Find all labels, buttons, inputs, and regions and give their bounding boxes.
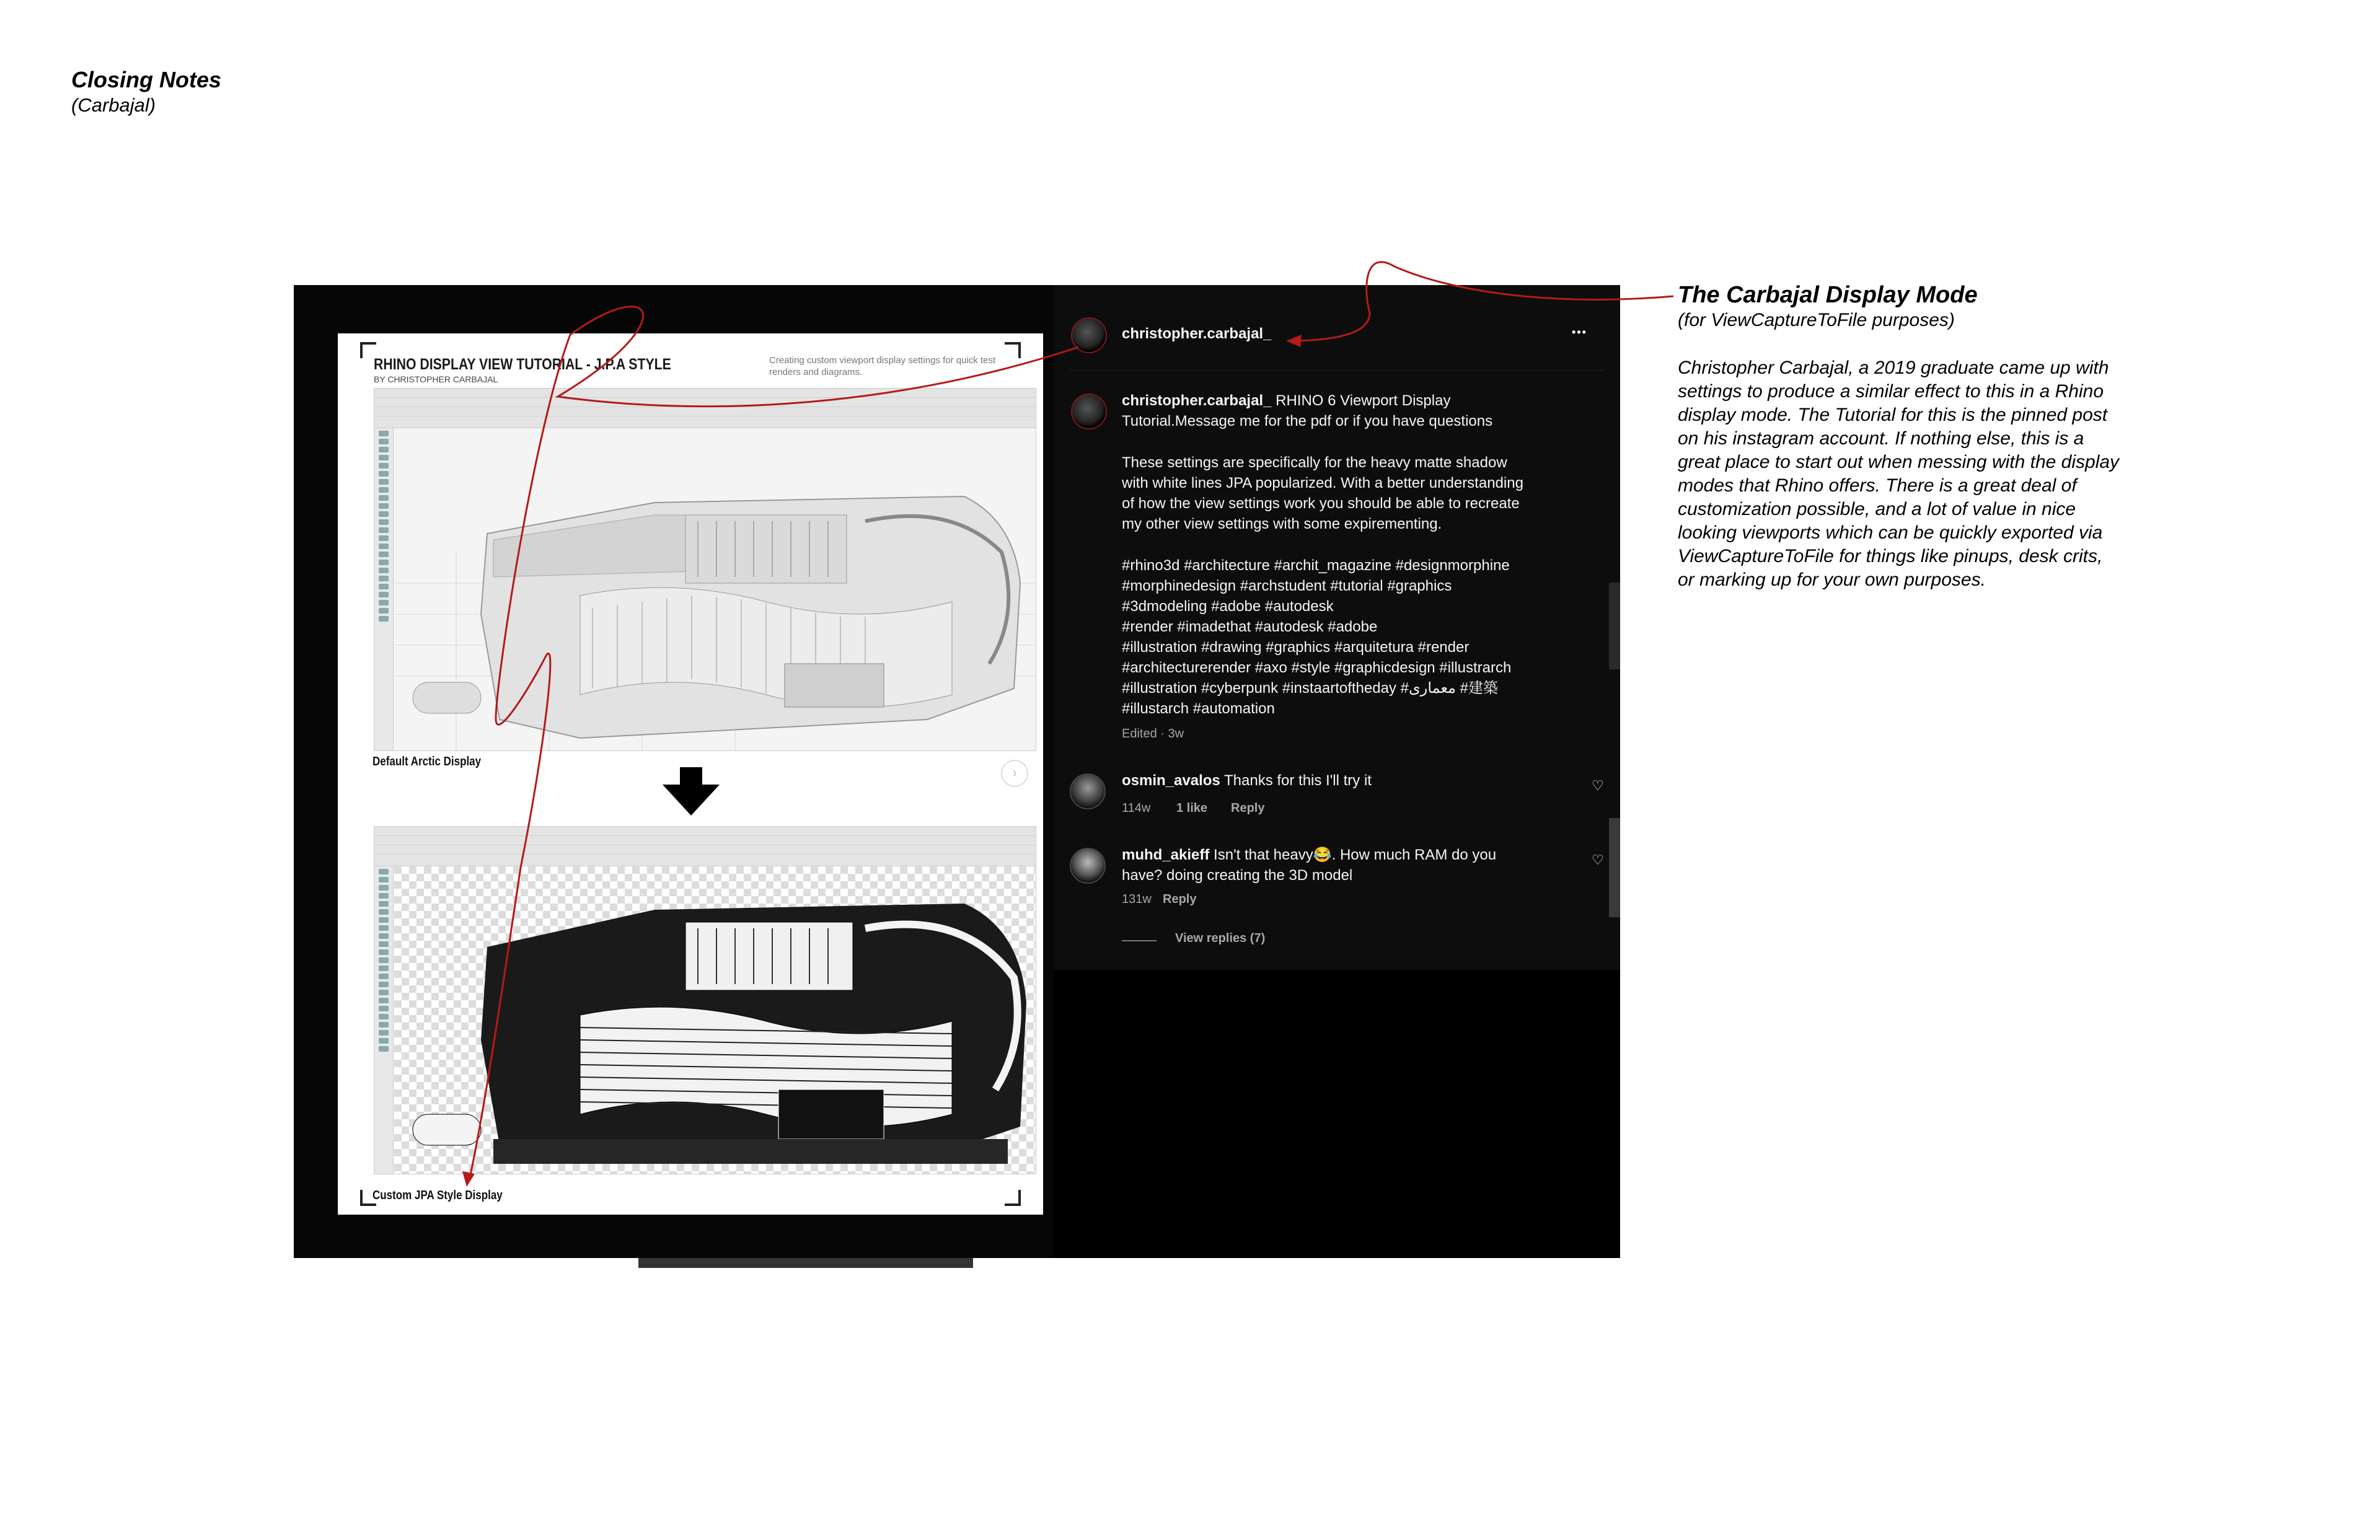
- next-slide-button[interactable]: ›: [1001, 760, 1028, 787]
- arrowhead-icon: [1286, 335, 1302, 347]
- comment-text: Isn't that heavy😂. How much RAM do you: [1214, 847, 1497, 863]
- hashtag-line[interactable]: #architecturerender #axo #style #graphicdesign #illustrarch: [1122, 659, 1512, 676]
- comment-username[interactable]: muhd_akieff: [1122, 847, 1210, 863]
- hashtag-line[interactable]: #rhino3d #architecture #archit_magazine #designmorphine: [1122, 557, 1510, 574]
- caption-default-arctic: Default Arctic Display: [372, 755, 482, 768]
- comment-username[interactable]: osmin_avalos: [1122, 772, 1220, 789]
- caption-custom-jpa: Custom JPA Style Display: [372, 1189, 503, 1202]
- caption-username[interactable]: christopher.carbajal_: [1122, 392, 1272, 409]
- tutorial-title: RHINO DISPLAY VIEW TUTORIAL - J.P.A STYLE: [374, 356, 671, 373]
- arrowhead-icon: [462, 1171, 475, 1187]
- hashtag-line[interactable]: #render #imadethat #autodesk #adobe: [1122, 618, 1378, 635]
- hashtag-line[interactable]: #3dmodeling #adobe #autodesk: [1122, 598, 1334, 615]
- comment-age: 114w: [1122, 801, 1151, 815]
- hashtag-line[interactable]: #illustration #drawing #graphics #arquitetura #render: [1122, 639, 1470, 656]
- reply-button[interactable]: Reply: [1163, 892, 1197, 906]
- annotation-title: The Carbajal Display Mode: [1678, 282, 1978, 308]
- hashtag-line[interactable]: #illustarch #automation: [1122, 700, 1275, 717]
- annotation-body: Christopher Carbajal, a 2019 graduate came up with settings to produce a similar effect to this in a Rhino display mode. The Tutorial for this is the pinned post on his instagram account. If nothing else, this is a great place to start out when messing with the display modes that Rhino offers. There is a great deal of customization possible, and a lot of value in nice looking viewports which can be quickly exported via ViewCaptureToFile for things like pinups, desk crits, or marking up for your own purposes.: [1678, 358, 2120, 590]
- view-replies-button[interactable]: View replies (7): [1175, 931, 1266, 945]
- heart-icon[interactable]: ♡: [1592, 778, 1604, 793]
- caption-paragraph-line: These settings are specifically for the heavy matte shadow: [1122, 454, 1507, 471]
- comment-likes[interactable]: 1 like: [1176, 801, 1208, 815]
- page-title: Closing Notes: [71, 67, 222, 92]
- caption-paragraph-line: of how the view settings work you should be able to recreate: [1122, 495, 1520, 512]
- page-subtitle: (Carbajal): [71, 94, 156, 116]
- hashtag-line[interactable]: #illustration #cyberpunk #instaartoftheday #معمارى #建築: [1122, 680, 1498, 697]
- caption-text: RHINO 6 Viewport Display: [1276, 392, 1451, 409]
- tutorial-description: Creating custom viewport display settings for quick test renders and diagrams.: [769, 355, 996, 377]
- comment-text-line-2: have? doing creating the 3D model: [1122, 867, 1353, 884]
- tutorial-author: BY CHRISTOPHER CARBAJAL: [374, 374, 498, 384]
- comment-text: Thanks for this I'll try it: [1223, 772, 1372, 789]
- arrow-to-username: [1295, 262, 1673, 341]
- hashtag-line[interactable]: #morphinedesign #archstudent #tutorial #graphics: [1122, 578, 1452, 594]
- post-username[interactable]: christopher.carbajal_: [1122, 325, 1272, 342]
- arrow-to-jpa-display: [470, 307, 1078, 1177]
- caption-paragraph-line: with white lines JPA popularized. With a better understanding: [1122, 475, 1523, 491]
- reply-button[interactable]: Reply: [1231, 801, 1265, 815]
- comment-age: 131w: [1122, 892, 1152, 906]
- edited-timestamp: Edited · 3w: [1122, 727, 1184, 741]
- heart-icon[interactable]: ♡: [1592, 852, 1604, 868]
- more-options-icon[interactable]: •••: [1572, 326, 1587, 338]
- annotation-subtitle: (for ViewCaptureToFile purposes): [1678, 310, 1955, 330]
- caption-line-2: Tutorial.Message me for the pdf or if you have questions: [1122, 413, 1493, 429]
- caption-paragraph-line: my other view settings with some expirementing.: [1122, 516, 1442, 532]
